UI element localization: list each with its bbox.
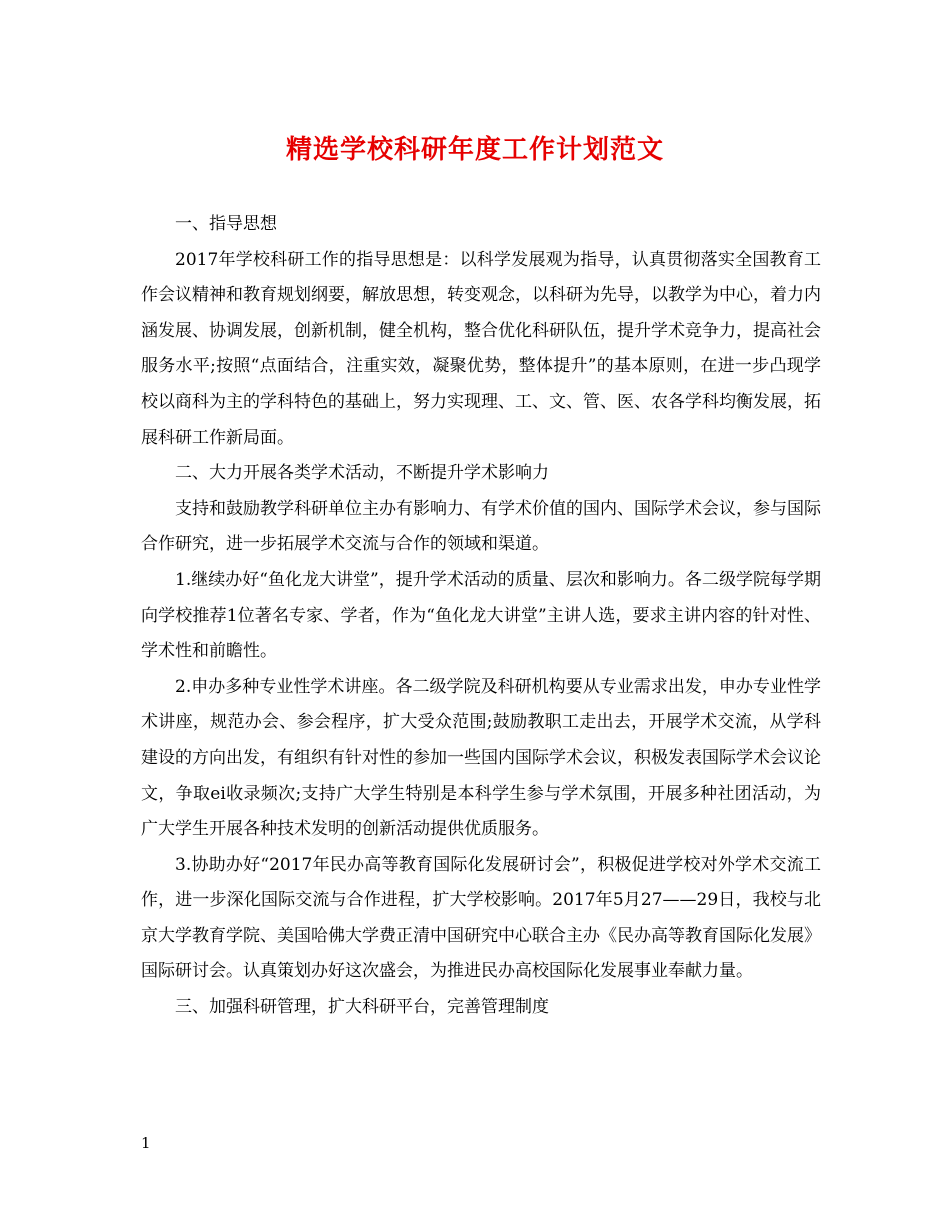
document-title: 精选学校科研年度工作计划范文 xyxy=(285,135,664,165)
section-heading-guiding-thought: 一、指导思想 xyxy=(175,214,277,234)
paragraph-item-1: 1.继续办好“鱼化龙大讲堂”，提升学术活动的质量、层次和影响力。各二级学院每学期向学校推荐1位著名专家、学者，作为“鱼化龙大讲堂”主讲人选，要求主讲内容的针对性、学术性和前瞻性。 xyxy=(141,569,821,662)
document-body xyxy=(141,207,821,1026)
paragraph-item-2: 2.申办多种专业性学术讲座。各二级学院及科研机构要从专业需求出发，申办专业性学术讲座，规范办会、参会程序，扩大受众范围;鼓励教职工走出去，开展学术交流，从学科建设的方向出发，有组织有针对性的参加一些国内国际学术会议，积极发表国际学术会议论文，争取ei收录频次;支持广大学生特别是本科学生参与学术氛围，开展多种社团活动，为广大学生开展各种技术发明的创新活动提供优质服务。 xyxy=(141,676,821,840)
section-heading-research-management: 三、加强科研管理，扩大科研平台，完善管理制度 xyxy=(175,997,549,1018)
paragraph-academic-support: 支持和鼓励教学科研单位主办有影响力、有学术价值的国内、国际学术会议，参与国际合作研究，进一步拓展学术交流与合作的领域和渠道。 xyxy=(141,498,821,555)
page-number: 1 xyxy=(141,1134,151,1152)
paragraph-item-3: 3.协助办好“2017年民办高等教育国际化发展研讨会”，积极促进学校对外学术交流工作，进一步深化国际交流与合作进程，扩大学校影响。2017年5月27——29日，我校与北京大学教育学院、美国哈佛大学费正清中国研究中心联合主办《民办高等教育国际化发展》国际研讨会。认真策划办好这次盛会，为推进民办高校国际化发展事业奉献力量。 xyxy=(141,854,821,982)
paragraph-guiding-thought: 2017年学校科研工作的指导思想是：以科学发展观为指导，认真贯彻落实全国教育工作会议精神和教育规划纲要，解放思想，转变观念，以科研为先导，以教学为中心，着力内涵发展、协调发展，创新机制，健全机构，整合优化科研队伍，提升学术竞争力，提高社会服务水平;按照“点面结合，注重实效，凝聚优势，整体提升”的基本原则，在进一步凸现学校以商科为主的学科特色的基础上，努力实现理、工、文、管、医、农各学科均衡发展，拓展科研工作新局面。 xyxy=(141,249,821,448)
section-heading-academic-activities: 二、大力开展各类学术活动，不断提升学术影响力 xyxy=(175,463,549,484)
